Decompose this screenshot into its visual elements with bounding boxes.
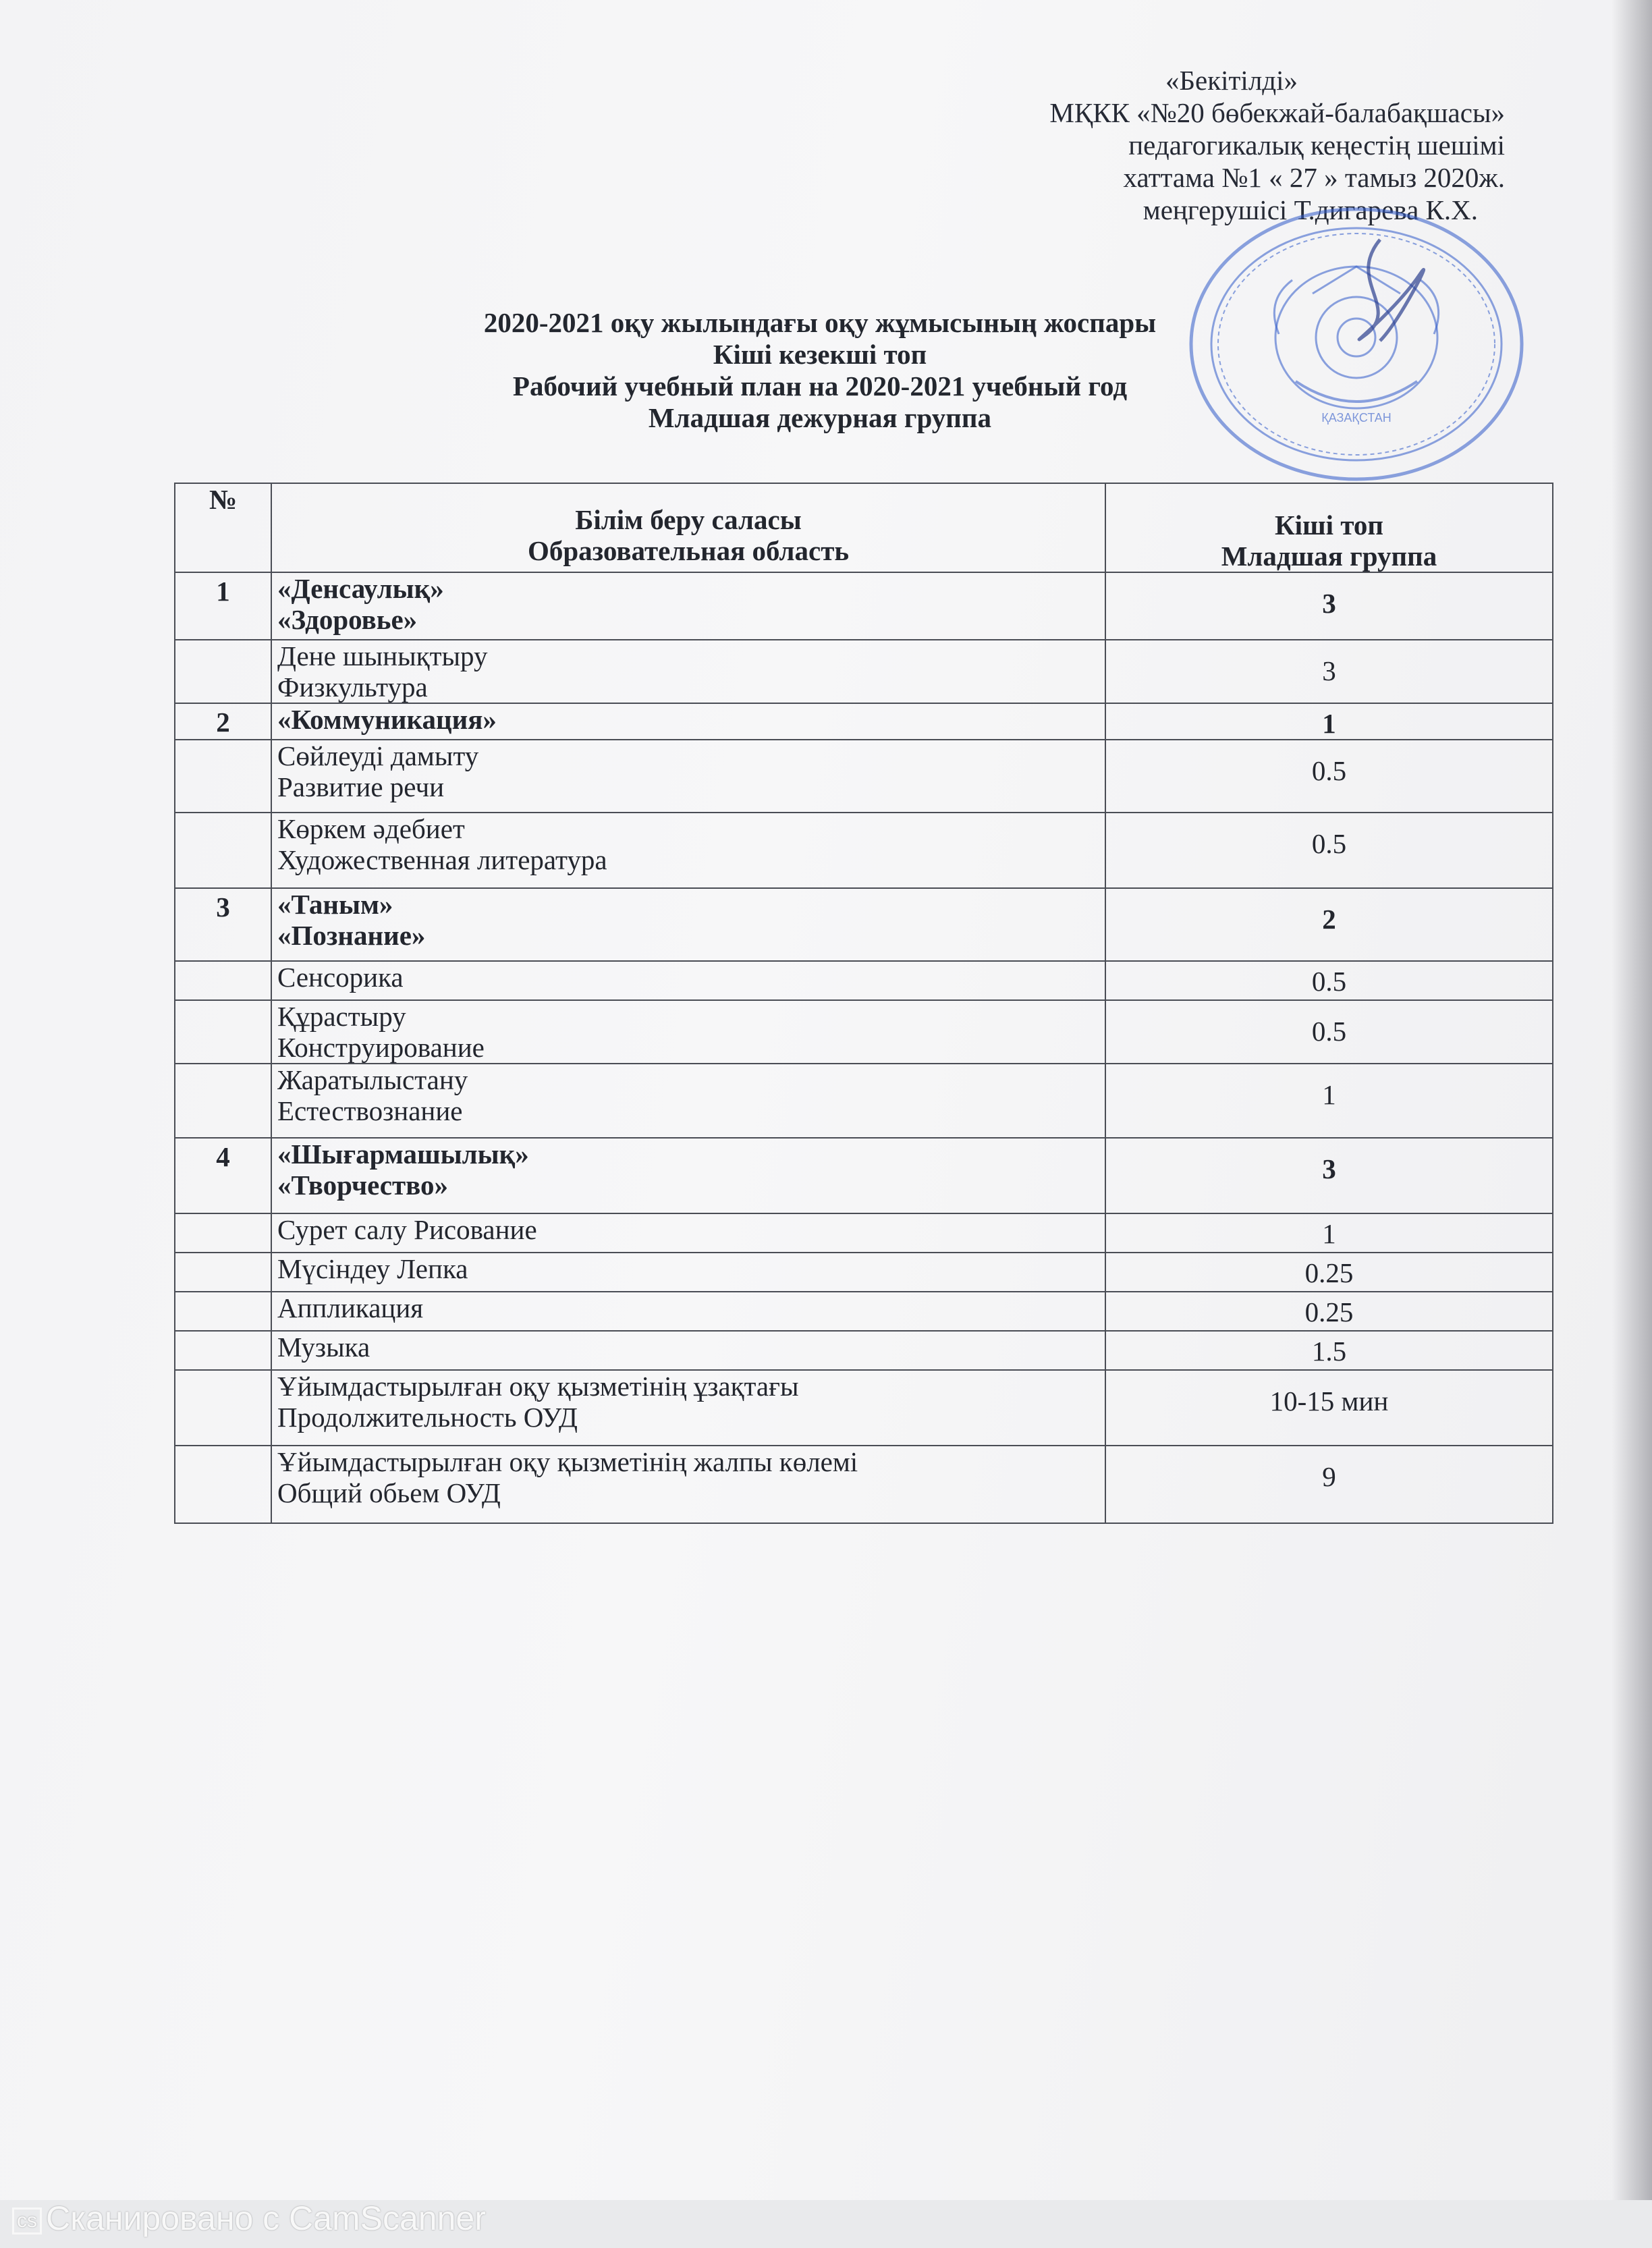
row-area-line1: Ұйымдастырылған оқу қызметінің жалпы көлемі — [277, 1446, 858, 1477]
header-area-kz: Білім беру саласы — [575, 504, 802, 535]
row-area-line2: «Здоровье» — [277, 604, 418, 635]
table-row — [175, 888, 1553, 961]
camscanner-watermark — [12, 2199, 486, 2239]
row-area-line1: «Шығармашылық» — [277, 1139, 529, 1170]
row-area — [271, 1331, 1105, 1370]
table-row — [175, 640, 1553, 703]
row-area-line2: «Познание» — [277, 920, 426, 951]
row-area-line1: Сурет салу Рисование — [277, 1214, 537, 1245]
row-area — [271, 1000, 1105, 1064]
row-number — [175, 740, 271, 813]
title-kz-group: Кіші кезекші топ — [713, 339, 927, 370]
approval-line: хаттама №1 « 27 » тамыз 2020ж. — [1123, 162, 1505, 193]
row-hours: 1 — [1105, 703, 1553, 740]
row-area — [271, 1253, 1105, 1292]
title-kz: 2020-2021 оқу жылындағы оқу жұмысының жоспары — [483, 307, 1157, 338]
row-number — [175, 961, 271, 1000]
table-row — [175, 1064, 1553, 1138]
camscanner-text: Сканировано с CamScanner — [46, 2199, 486, 2237]
row-area — [271, 703, 1105, 740]
row-number — [175, 813, 271, 888]
row-number — [175, 1446, 271, 1523]
row-area-line1: «Денсаулық» — [277, 573, 444, 604]
curriculum-table — [174, 483, 1553, 1524]
row-area — [271, 813, 1105, 888]
row-number: 2 — [175, 703, 271, 740]
row-area-line1: Мүсіндеу Лепка — [277, 1253, 468, 1284]
camscanner-badge: cs — [12, 2208, 42, 2235]
row-area — [271, 1292, 1105, 1331]
row-hours: 3 — [1105, 572, 1553, 640]
header-group-ru: Младшая группа — [1221, 541, 1437, 572]
row-number: 4 — [175, 1138, 271, 1213]
title-ru-group: Младшая дежурная группа — [648, 402, 992, 433]
table-row — [175, 572, 1553, 640]
row-hours: 9 — [1105, 1446, 1553, 1523]
row-area-line1: Көркем әдебиет — [277, 813, 465, 844]
row-hours: 0.5 — [1105, 1000, 1553, 1064]
row-area — [271, 740, 1105, 813]
row-hours: 2 — [1105, 888, 1553, 961]
document-title — [337, 307, 1302, 434]
row-area — [271, 1213, 1105, 1253]
table-row — [175, 961, 1553, 1000]
row-hours: 0.25 — [1105, 1292, 1553, 1331]
row-hours: 1.5 — [1105, 1331, 1553, 1370]
table-row — [175, 740, 1553, 813]
row-number — [175, 1292, 271, 1331]
row-area — [271, 888, 1105, 961]
row-area-line2: Развитие речи — [277, 771, 445, 802]
seal-text: ҚАЗАҚСТАН — [1321, 411, 1392, 424]
table-row — [175, 703, 1553, 740]
row-area-line2: Общий обьем ОУД — [277, 1477, 501, 1508]
row-area-line2: Художественная литература — [277, 844, 607, 875]
approval-line: меңгерушісі Т.дигарева К.Х. — [1142, 194, 1478, 225]
row-area-line1: Дене шынықтыру — [277, 640, 488, 671]
row-area — [271, 961, 1105, 1000]
header-area-ru: Образовательная область — [527, 535, 850, 566]
row-area-line1: Құрастыру — [277, 1001, 406, 1032]
approval-line: педагогикалық кеңестің шешімі — [1128, 130, 1505, 161]
row-area-line2: Естествознание — [277, 1095, 463, 1126]
row-hours: 10-15 мин — [1105, 1370, 1553, 1446]
page-fold-shadow — [1612, 0, 1652, 2200]
row-area-line2: Физкультура — [277, 671, 428, 703]
row-area-line1: Сөйлеуді дамыту — [277, 740, 479, 771]
header-num: № — [175, 483, 271, 572]
table-row — [175, 1370, 1553, 1446]
row-hours: 1 — [1105, 1064, 1553, 1138]
row-hours: 0.5 — [1105, 813, 1553, 888]
row-number: 1 — [175, 572, 271, 640]
row-number — [175, 1064, 271, 1138]
row-hours: 3 — [1105, 640, 1553, 703]
row-hours: 0.5 — [1105, 740, 1553, 813]
row-number — [175, 1370, 271, 1446]
row-area-line2: Конструирование — [277, 1032, 485, 1063]
row-area — [271, 1370, 1105, 1446]
row-area-line1: «Таным» — [277, 889, 393, 920]
row-area-line1: Музыка — [277, 1332, 370, 1363]
row-area — [271, 572, 1105, 640]
row-number — [175, 1331, 271, 1370]
table-row — [175, 1446, 1553, 1523]
row-hours: 3 — [1105, 1138, 1553, 1213]
row-number — [175, 1253, 271, 1292]
approval-line: МҚКК «№20 бөбекжай-балабақшасы» — [1049, 97, 1505, 128]
header-area — [271, 483, 1105, 572]
row-area-line1: Сенсорика — [277, 962, 404, 993]
signature-mark — [1359, 240, 1423, 341]
row-hours: 0.25 — [1105, 1253, 1553, 1292]
row-area — [271, 1446, 1105, 1523]
table-row — [175, 1253, 1553, 1292]
row-hours: 1 — [1105, 1213, 1553, 1253]
row-area-line1: Жаратылыстану — [277, 1064, 468, 1095]
row-area-line1: Ұйымдастырылған оқу қызметінің ұзақтағы — [277, 1371, 799, 1402]
table-row — [175, 1331, 1553, 1370]
table-row — [175, 1213, 1553, 1253]
table-row — [175, 1000, 1553, 1064]
title-ru: Рабочий учебный план на 2020-2021 учебный год — [512, 371, 1128, 402]
table-header-row — [175, 483, 1553, 572]
table-row — [175, 1138, 1553, 1213]
row-number — [175, 1213, 271, 1253]
row-area — [271, 1138, 1105, 1213]
row-area-line1: Аппликация — [277, 1292, 424, 1323]
table-body — [175, 572, 1553, 1523]
row-number — [175, 640, 271, 703]
row-number: 3 — [175, 888, 271, 961]
row-number — [175, 1000, 271, 1064]
table-row — [175, 1292, 1553, 1331]
row-area — [271, 1064, 1105, 1138]
row-area-line2: Продолжительность ОУД — [277, 1402, 578, 1433]
header-group — [1105, 483, 1553, 572]
header-group-kz: Кіші топ — [1274, 510, 1384, 541]
table-row — [175, 813, 1553, 888]
row-area-line2: «Творчество» — [277, 1170, 448, 1201]
approval-line: «Бекітілді» — [1165, 65, 1298, 96]
row-area — [271, 640, 1105, 703]
row-area-line1: «Коммуникация» — [277, 704, 497, 735]
row-hours: 0.5 — [1105, 961, 1553, 1000]
